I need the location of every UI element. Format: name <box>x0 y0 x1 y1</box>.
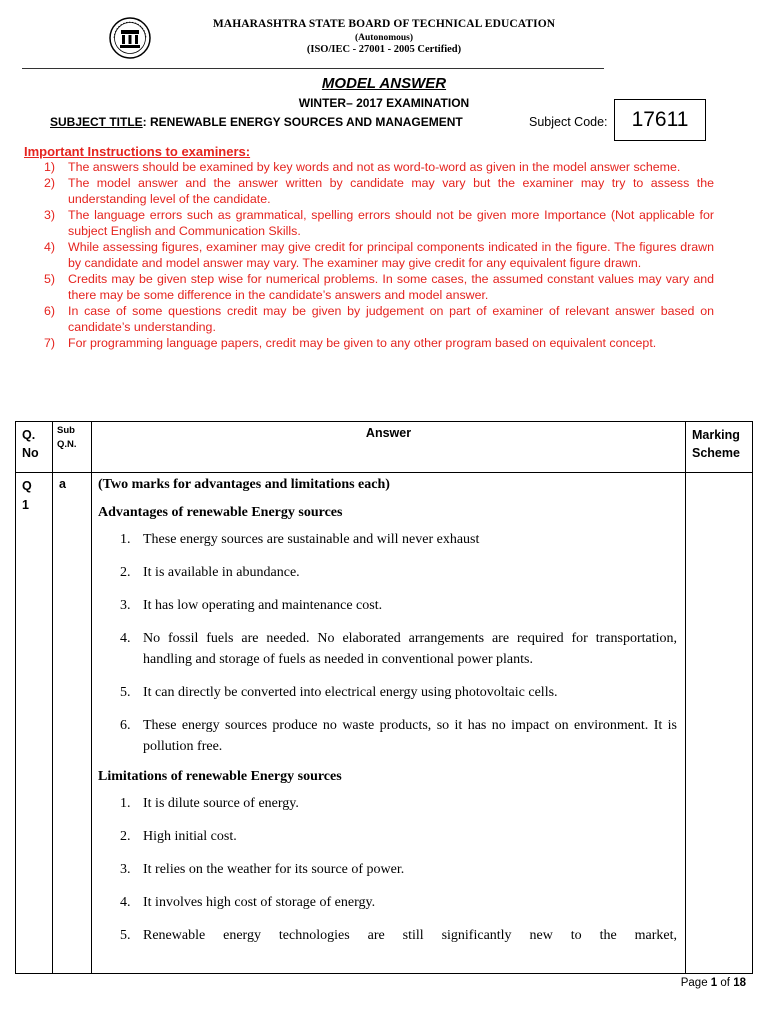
list-item: 2. High initial cost. <box>120 829 237 844</box>
instruction-text: The model answer and the answer written by candidate may vary but the examiner may try to assess the understanding level of the candidate. <box>68 176 714 206</box>
list-item: 3. It relies on the weather for its source of power. <box>120 862 405 877</box>
header-answer: Answer <box>92 422 686 473</box>
instruction-number: 2) <box>44 176 56 190</box>
instruction-item <box>24 175 714 207</box>
list-item: 4. No fossil fuels are needed. No elaborated arrangements are required for transportation, handling and storage of fuels as needed in conventional power plants. <box>120 631 677 667</box>
list-item: 6. These energy sources produce no waste products, so it has no impact on environment. It is pollution free. <box>120 718 677 754</box>
examiner-instructions <box>24 144 714 351</box>
page-label: Page <box>680 977 708 989</box>
instruction-number: 6) <box>44 304 56 318</box>
instruction-text: The language errors such as grammatical, spelling errors should not be given more Importance (Not applicable for subject English and Communication Skills. <box>68 208 714 238</box>
instruction-item <box>24 159 714 175</box>
instruction-item <box>24 271 714 303</box>
header-question-number: Q. No <box>16 422 53 473</box>
instruction-number: 7) <box>44 336 56 350</box>
marks-note: (Two marks for advantages and limitations each) <box>98 477 390 492</box>
page-footer <box>681 977 746 989</box>
instruction-item <box>24 207 714 239</box>
autonomous-label: (Autonomous) <box>354 33 414 43</box>
subject-code-box: 17611 <box>614 99 706 141</box>
header-marking-scheme: Marking Scheme <box>686 422 753 473</box>
instruction-number: 4) <box>44 240 56 254</box>
list-item: 5. Renewable energy technologies are still significantly new to the market, <box>120 928 677 943</box>
list-item: 2. It is available in abundance. <box>120 565 300 580</box>
certification-label: (ISO/IEC - 27001 - 2005 Certified) <box>306 44 462 55</box>
subject-title <box>50 115 463 129</box>
list-item: 4. It involves high cost of storage of energy. <box>120 895 376 910</box>
subject-code-label: Subject Code: <box>529 115 608 129</box>
document-header <box>0 14 768 70</box>
limitations-list <box>98 793 677 946</box>
instruction-text: The answers should be examined by key words and not as word-to-word as given in the model answer scheme. <box>68 160 681 174</box>
header-divider <box>22 68 604 69</box>
advantages-list <box>98 529 677 757</box>
instruction-item <box>24 303 714 335</box>
instructions-title: Important Instructions to examiners: <box>24 144 251 159</box>
page-total: 18 <box>733 977 746 989</box>
instruction-item <box>24 239 714 271</box>
limitations-heading: Limitations of renewable Energy sources <box>98 769 342 784</box>
exam-title: WINTER– 2017 EXAMINATION <box>298 96 470 110</box>
page-current: 1 <box>710 977 718 989</box>
subject-title-label: SUBJECT TITLE <box>50 115 143 129</box>
header-sub-question: Sub Q.N. <box>53 422 92 473</box>
board-name: MAHARASHTRA STATE BOARD OF TECHNICAL EDUCATION <box>212 18 556 30</box>
instruction-number: 5) <box>44 272 56 286</box>
list-item: 5. It can directly be converted into electrical energy using photovoltaic cells. <box>120 685 558 700</box>
instruction-number: 3) <box>44 208 56 222</box>
answer-cell <box>92 473 686 974</box>
answer-table <box>15 421 753 974</box>
table-row <box>16 473 753 974</box>
list-item: 1. These energy sources are sustainable and will never exhaust <box>120 532 480 547</box>
subject-title-value: : RENEWABLE ENERGY SOURCES AND MANAGEMENT <box>142 115 463 129</box>
advantages-heading: Advantages of renewable Energy sources <box>98 505 343 520</box>
instruction-text: Credits may be given step wise for numerical problems. In some cases, the assumed constant values may vary and there may be some difference in the candidate’s answers and model answer. <box>68 272 714 302</box>
of-label: of <box>720 977 730 989</box>
question-number-cell: Q 1 <box>16 473 53 974</box>
marking-scheme-cell <box>686 473 753 974</box>
instruction-text: While assessing figures, examiner may give credit for principal components indicated in the figure. The figures drawn by candidate and model answer may vary. The examiner may give credit for any equivalent figure drawn. <box>68 240 714 270</box>
table-header-row <box>16 422 753 473</box>
instruction-text: For programming language papers, credit may be given to any other program based on equivalent concept. <box>68 336 657 350</box>
sub-question-cell: a <box>53 473 92 974</box>
instruction-item <box>24 335 714 351</box>
page-title: MODEL ANSWER <box>321 75 447 92</box>
list-item: 3. It has low operating and maintenance cost. <box>120 598 383 613</box>
instruction-text: In case of some questions credit may be given by judgement on part of examiner of relevant answer based on candidate’s understanding. <box>68 304 714 334</box>
instructions-list <box>24 159 714 351</box>
list-item: 1. It is dilute source of energy. <box>120 796 299 811</box>
instruction-number: 1) <box>44 160 56 174</box>
